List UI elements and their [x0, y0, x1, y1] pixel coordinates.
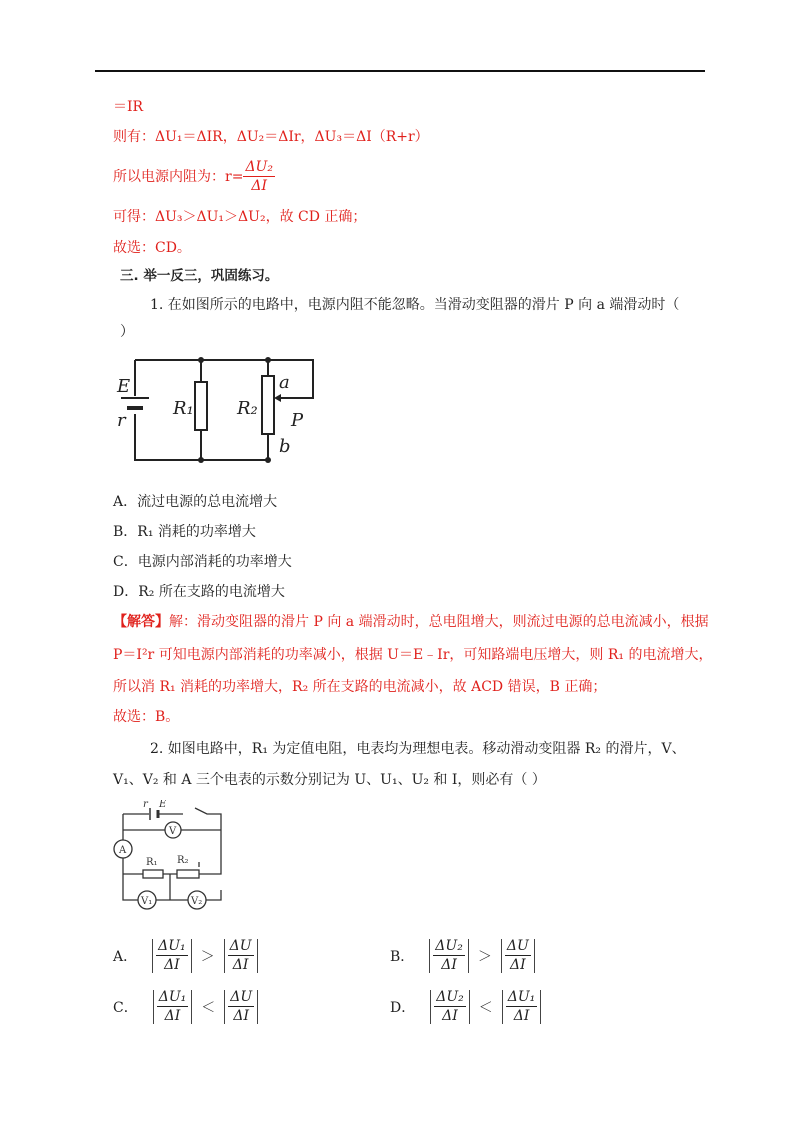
q1-label-R1: R₁	[173, 398, 194, 419]
option-label: D．	[390, 999, 416, 1016]
option-label: B．	[390, 948, 415, 965]
frac-den: ΔI	[251, 178, 268, 194]
q2-stem-2: V₁、V₂ 和 A 三个电表的示数分别记为 U、U₁、U₂ 和 I，则必有（ ）	[113, 772, 546, 788]
comparison-operator: ＞	[200, 948, 215, 965]
abs-bar	[534, 939, 535, 973]
sol-line-3	[113, 158, 275, 195]
section-heading: 三. 举一反三，巩固练习。	[120, 268, 279, 284]
abs-bar	[257, 939, 258, 973]
frac-den: ΔI	[233, 1008, 250, 1024]
r-eq: r=	[225, 168, 244, 185]
q1-label-b: b	[279, 436, 291, 457]
frac-num: ΔU₂	[435, 938, 463, 954]
frac-num: ΔU	[229, 938, 252, 954]
q2-r2-resistor	[177, 870, 199, 878]
comparison-operator: ＞	[477, 948, 492, 965]
abs-bar	[469, 990, 470, 1024]
q2-circuit-diagram	[113, 800, 233, 910]
abs-bar	[501, 939, 502, 973]
q1-r2-resistor	[262, 376, 274, 434]
q1-option-c: C．电源内部消耗的功率增大	[113, 554, 292, 570]
fraction	[228, 937, 254, 974]
fraction	[434, 988, 466, 1025]
q1-option-b: B．R₁ 消耗的功率增大	[113, 524, 256, 540]
q1-option-a: A．流过电源的总电流增大	[113, 494, 278, 510]
option-label: A．	[113, 948, 138, 965]
abs-bar	[152, 939, 153, 973]
abs-bar	[191, 990, 192, 1024]
q1-circuit-diagram	[113, 352, 333, 470]
q1-answer-line-1	[113, 612, 709, 632]
q1-answer-line-2: P＝I²r 可知电源内部消耗的功率减小，根据 U＝E﹣Ir，可知路端电压增大，则 R₁ 的电流增大，	[113, 647, 713, 663]
frac-num: ΔU	[230, 989, 253, 1005]
frac-num: ΔU₁	[158, 938, 186, 954]
sol-line-4: 可得：ΔU₃＞ΔU₁＞ΔU₂，故 CD 正确；	[113, 209, 367, 225]
q1-option-d: D．R₂ 所在支路的电流增大	[113, 584, 285, 600]
frac-num: ΔU₂	[436, 989, 464, 1005]
q1-label-r: r	[117, 410, 126, 431]
q2-option-a	[113, 937, 261, 974]
sol-line-3-prefix: 所以电源内阻为：	[113, 168, 225, 185]
q1-label-R2: R₂	[237, 398, 258, 419]
abs-bar	[153, 990, 154, 1024]
q2-option-d	[390, 988, 544, 1025]
abs-bar	[502, 990, 503, 1024]
q2-label-V2: V₂	[191, 896, 203, 907]
frac-den: ΔI	[164, 957, 180, 973]
fraction	[506, 988, 538, 1025]
q2-option-c	[113, 988, 261, 1025]
sol-line-5: 故选：CD。	[113, 240, 191, 256]
fraction	[505, 937, 531, 974]
sol-line-1: ＝IR	[113, 99, 144, 115]
frac-den: ΔI	[442, 1008, 458, 1024]
abs-bar	[257, 990, 258, 1024]
abs-bar	[540, 990, 541, 1024]
q2-label-V: V	[169, 826, 177, 837]
sol-line-2: 则有：ΔU₁＝ΔIR，ΔU₂＝ΔIr，ΔU₃＝ΔI（R+r）	[113, 129, 429, 145]
q2-label-r: r	[143, 800, 148, 810]
frac-num: ΔU₁	[158, 989, 187, 1005]
q1-junction-dot	[198, 357, 204, 363]
q1-stem: 1. 在如图所示的电路中，电源内阻不能忽略。当滑动变阻器的滑片 P 向 a 端滑动时（	[150, 297, 680, 313]
q2-label-R1: R₁	[146, 857, 158, 868]
q1-junction-dot	[265, 357, 271, 363]
fraction	[156, 937, 188, 974]
frac-num: ΔU	[506, 938, 529, 954]
q2-option-b	[390, 937, 538, 974]
fraction	[433, 937, 465, 974]
frac-den: ΔI	[513, 1008, 530, 1024]
fraction	[157, 988, 189, 1025]
abs-bar	[430, 990, 431, 1024]
comparison-operator: ＜	[201, 999, 216, 1016]
q1-answer-line-4: 故选：B。	[113, 709, 180, 725]
frac-den: ΔI	[232, 957, 249, 973]
q1-r1-resistor	[195, 382, 207, 430]
q2-label-R2: R₂	[177, 855, 189, 866]
frac-den: ΔI	[509, 957, 526, 973]
option-label: C．	[113, 999, 138, 1016]
q1-slider-arrowhead	[274, 394, 281, 402]
q1-label-P: P	[291, 410, 304, 431]
q1-junction-dot	[198, 457, 204, 463]
abs-bar	[429, 939, 430, 973]
q1-stem-end: ）	[120, 324, 134, 340]
q2-stem-1: 2. 如图电路中，R₁ 为定值电阻，电表均为理想电表。移动滑动变阻器 R₂ 的滑片，V、	[150, 741, 686, 757]
fraction	[228, 988, 254, 1025]
header-rule	[95, 70, 705, 72]
frac-den: ΔI	[164, 1008, 181, 1024]
comparison-operator: ＜	[478, 999, 493, 1016]
frac-num: ΔU₁	[507, 989, 536, 1005]
frac-num: ΔU₂	[245, 159, 273, 175]
q2-wire	[123, 808, 221, 874]
abs-bar	[224, 939, 225, 973]
frac-den: ΔI	[441, 957, 457, 973]
q1-junction-dot	[265, 457, 271, 463]
internal-resistance-fraction	[243, 158, 275, 195]
abs-bar	[224, 990, 225, 1024]
q1-label-a: a	[279, 372, 290, 393]
q1-label-E: E	[117, 376, 131, 397]
answer-text-1: 解：滑动变阻器的滑片 P 向 a 端滑动时，总电阻增大，则流过电源的总电流减小，根据	[169, 614, 709, 630]
abs-bar	[468, 939, 469, 973]
q1-answer-line-3: 所以消 R₁ 消耗的功率增大，R₂ 所在支路的电流减小，故 ACD 错误，B 正确；	[113, 679, 607, 695]
q2-label-V1: V₁	[141, 896, 153, 907]
q2-label-E: E	[159, 800, 167, 810]
q2-r1-resistor	[143, 870, 163, 878]
q2-label-A: A	[119, 845, 127, 856]
answer-tag: 【解答】	[113, 614, 169, 630]
abs-bar	[191, 939, 192, 973]
